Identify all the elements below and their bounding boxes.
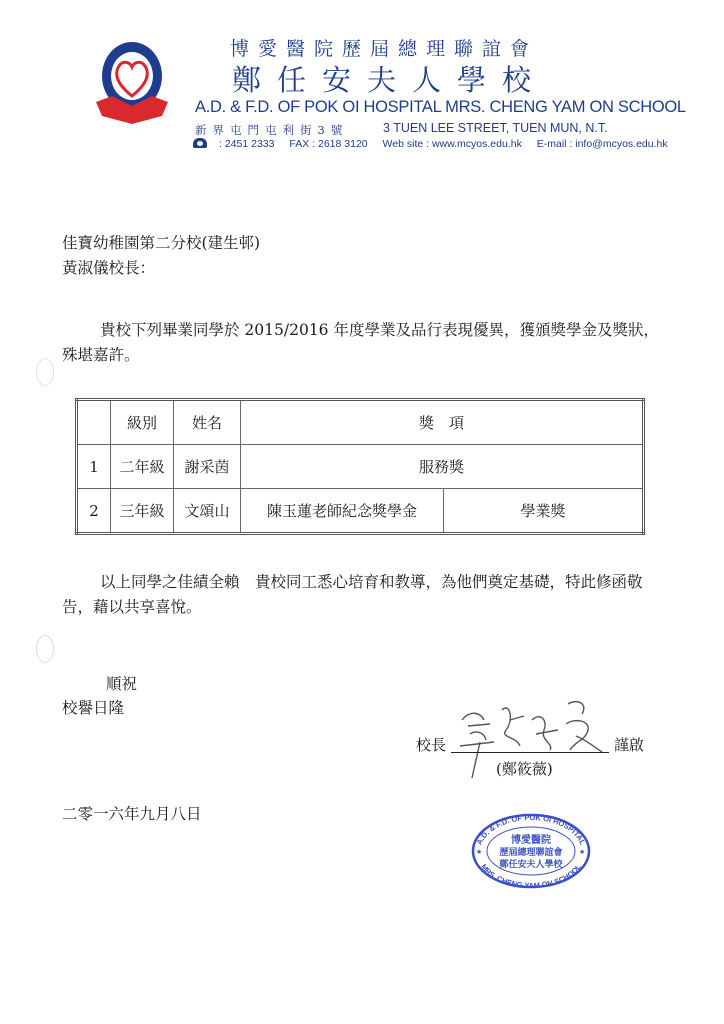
- phone-number: : 2451 2333: [219, 138, 275, 150]
- stamp-top-arc: A.D. & F.D. OF POK OI HOSPITAL: [474, 812, 588, 847]
- header-name: 姓名: [174, 400, 241, 445]
- stamp-line-2: 歷屆總理聯誼會: [499, 848, 563, 858]
- star-icon: ★: [579, 848, 586, 856]
- school-stamp: [470, 812, 592, 890]
- recipient-addressee: 黃淑儀校長：: [62, 259, 156, 277]
- cell-name: 謝采茵: [174, 445, 241, 489]
- table-header-row: [77, 400, 644, 445]
- cell-name: 文頌山: [174, 489, 241, 534]
- stamp-bottom-arc: MRS. CHENG YAM ON SCHOOL: [479, 862, 583, 890]
- association-name: 博愛醫院歷屆總理聯誼會: [230, 38, 539, 60]
- cell-grade: 二年級: [111, 445, 174, 489]
- cell-grade: 三年級: [111, 489, 174, 534]
- website[interactable]: Web site : www.mcyos.edu.hk: [382, 138, 522, 150]
- cell-award: 服務獎: [241, 445, 644, 489]
- cell-no: 1: [77, 445, 111, 489]
- fax-number: FAX : 2618 3120: [289, 138, 368, 150]
- table-row: [77, 445, 644, 489]
- telephone-icon: [193, 138, 207, 148]
- cell-award-academic: 學業獎: [444, 489, 644, 534]
- recipient-block: [62, 231, 260, 281]
- paragraph-intro: 貴校下列畢業同學於 2015/2016 年度學業及品行表現優異，獲頒獎學金及獎狀，殊堪嘉許。: [62, 321, 659, 364]
- stamp-line-1: 博愛醫院: [511, 835, 551, 846]
- principal-name: (鄭筱薇): [496, 760, 553, 778]
- stamp-line-3: 鄭任安夫人學校: [499, 860, 563, 870]
- header-grade: 級別: [111, 400, 174, 445]
- awards-table: [75, 398, 645, 535]
- closing-line-2: 校譽日隆: [62, 699, 125, 717]
- recipient-organization: 佳寶幼稚園第二分校(建生邨): [62, 234, 261, 252]
- email[interactable]: E-mail : info@mcyos.edu.hk: [536, 138, 668, 150]
- contact-line: [193, 138, 680, 150]
- cell-award-scholarship: 陳玉蓮老師紀念獎學金: [241, 489, 444, 534]
- header-no: [77, 400, 111, 445]
- header-award: 獎 項: [241, 400, 644, 445]
- punch-hole: [36, 635, 54, 663]
- letter-date: 二零一六年九月八日: [62, 805, 202, 823]
- table-row: [77, 489, 644, 534]
- closing-line-1: 順祝: [106, 675, 138, 693]
- punch-hole: [36, 358, 54, 386]
- address-en: 3 TUEN LEE STREET, TUEN MUN, N.T.: [383, 121, 608, 135]
- signature-suffix: 謹啟: [614, 736, 645, 754]
- school-name-zh: 鄭任安夫人學校: [232, 63, 548, 97]
- star-icon: ★: [476, 848, 483, 856]
- address-zh: 新界屯門屯利街3號: [195, 123, 349, 137]
- signature-line: [451, 752, 609, 753]
- school-name-en: A.D. & F.D. OF POK OI HOSPITAL MRS. CHENG YAM ON SCHOOL: [195, 98, 686, 116]
- school-logo: [92, 36, 172, 128]
- cell-no: 2: [77, 489, 111, 534]
- paragraph-thanks: 以上同學之佳績全賴 貴校同工悉心培育和教導，為他們奠定基礎，特此修函敬告，藉以共享喜悅。: [62, 573, 643, 616]
- signature-title: 校長: [416, 736, 447, 754]
